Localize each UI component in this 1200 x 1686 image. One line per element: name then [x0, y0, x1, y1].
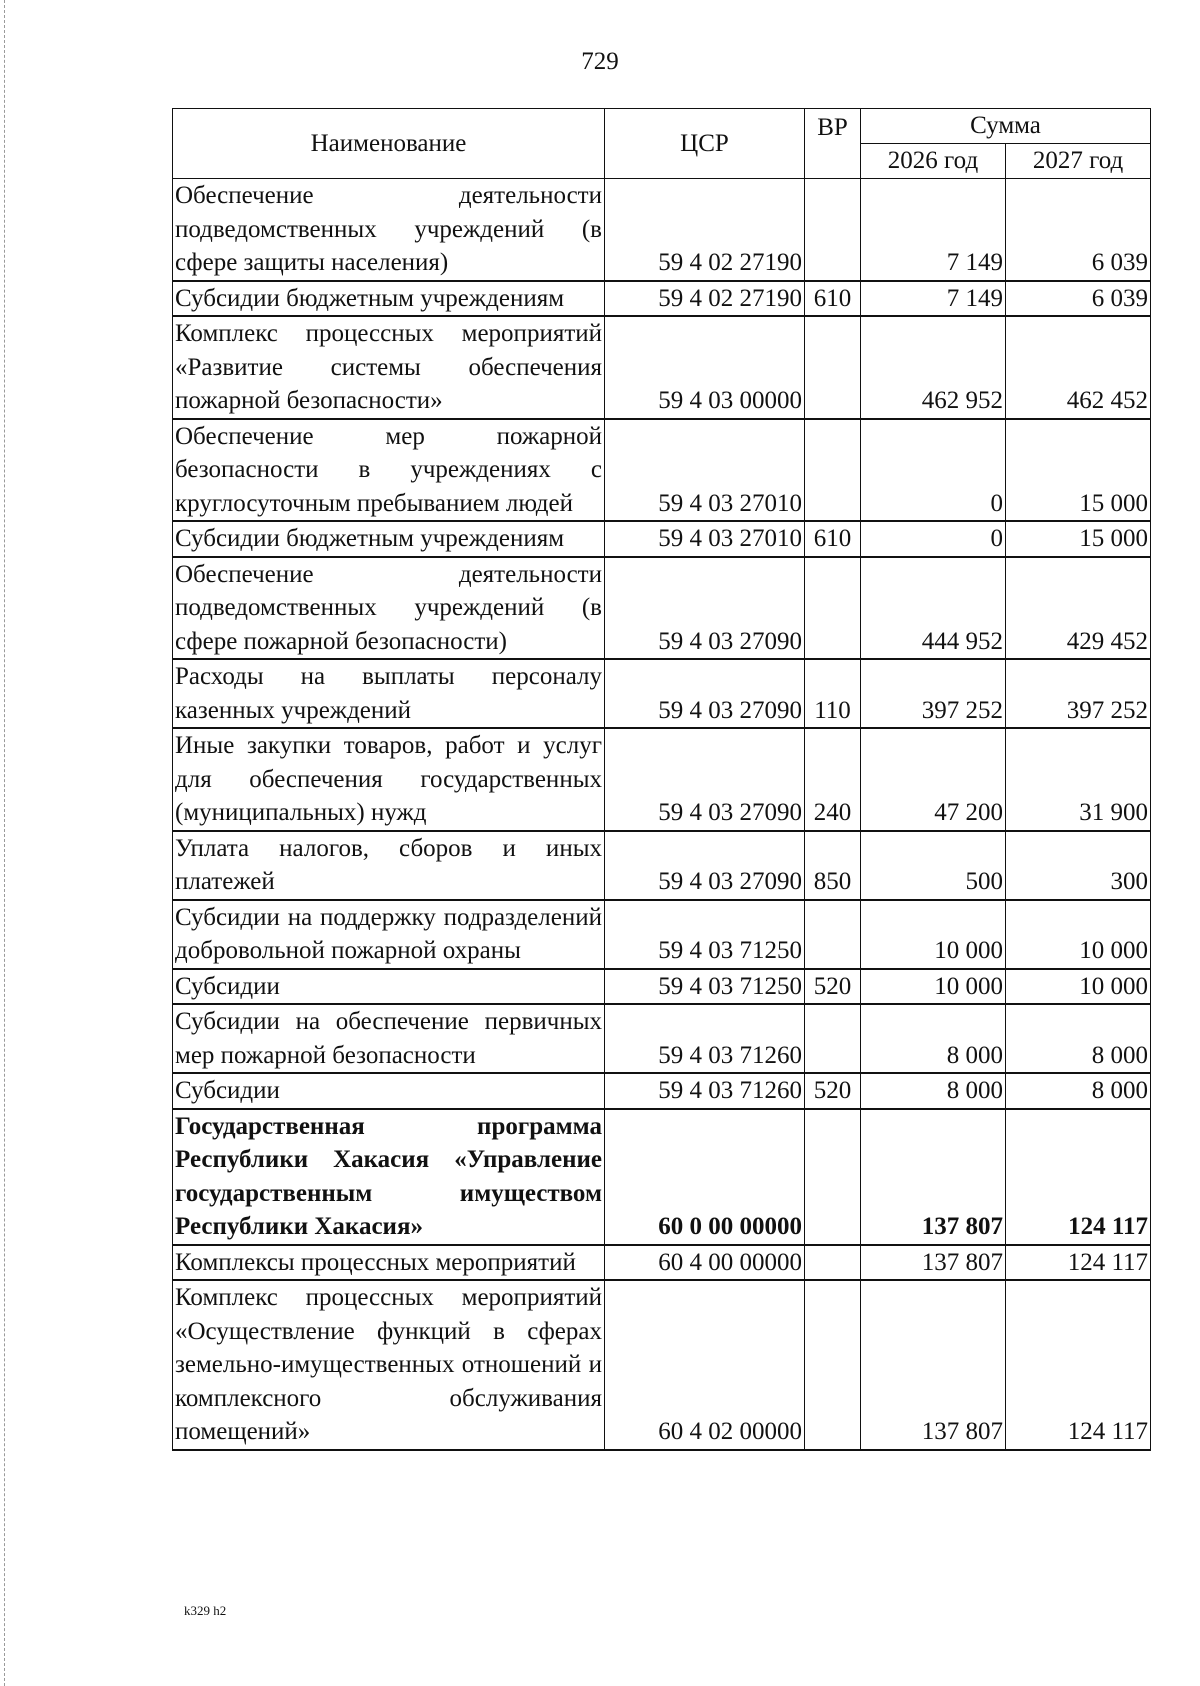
cell-vr: 110: [805, 659, 861, 728]
cell-sum-2027: 10 000: [1006, 969, 1151, 1005]
cell-csr: 59 4 03 27090: [605, 557, 805, 660]
cell-sum-2027: 8 000: [1006, 1004, 1151, 1073]
budget-table: [172, 108, 1151, 1451]
cell-sum-2026: 137 807: [861, 1109, 1006, 1245]
cell-csr: 59 4 03 27090: [605, 659, 805, 728]
cell-csr: 59 4 03 27090: [605, 831, 805, 900]
table-row: [173, 316, 1151, 419]
cell-name: Комплекс процессных мероприятий «Осуществление функций в сферах земельно-имущественных отношений и комплексного обслуживания помещений»: [173, 1280, 605, 1450]
scan-margin-line: [4, 0, 5, 1686]
table-row: [173, 179, 1151, 281]
cell-sum-2026: 0: [861, 521, 1006, 557]
cell-sum-2026: 8 000: [861, 1004, 1006, 1073]
cell-name: Субсидии на обеспечение первичных мер пожарной безопасности: [173, 1004, 605, 1073]
cell-sum-2027: 124 117: [1006, 1245, 1151, 1281]
cell-name: Обеспечение деятельности подведомственных учреждений (в сфере защиты населения): [173, 179, 605, 281]
cell-sum-2026: 0: [861, 419, 1006, 522]
cell-sum-2026: 500: [861, 831, 1006, 900]
table-row: [173, 281, 1151, 317]
cell-csr: 59 4 03 71250: [605, 900, 805, 969]
cell-vr: [805, 1004, 861, 1073]
table-row: [173, 728, 1151, 831]
cell-sum-2026: 137 807: [861, 1280, 1006, 1450]
table-row: [173, 1004, 1151, 1073]
cell-sum-2026: 462 952: [861, 316, 1006, 419]
header-name: Наименование: [173, 109, 605, 179]
cell-vr: [805, 1245, 861, 1281]
cell-name: Субсидии бюджетным учреждениям: [173, 521, 605, 557]
cell-vr: 240: [805, 728, 861, 831]
cell-sum-2026: 47 200: [861, 728, 1006, 831]
table-row: [173, 419, 1151, 522]
header-sum: Сумма: [861, 109, 1151, 144]
cell-csr: 60 4 00 00000: [605, 1245, 805, 1281]
cell-sum-2026: 7 149: [861, 179, 1006, 281]
cell-csr: 59 4 03 00000: [605, 316, 805, 419]
cell-vr: [805, 557, 861, 660]
cell-sum-2027: 429 452: [1006, 557, 1151, 660]
cell-vr: [805, 1109, 861, 1245]
cell-name: Субсидии: [173, 969, 605, 1005]
table-row: [173, 1073, 1151, 1109]
cell-csr: 59 4 02 27190: [605, 179, 805, 281]
table-row: [173, 831, 1151, 900]
cell-sum-2026: 7 149: [861, 281, 1006, 317]
table-header: [173, 109, 1151, 179]
cell-csr: 60 0 00 00000: [605, 1109, 805, 1245]
table-row: [173, 521, 1151, 557]
cell-vr: 850: [805, 831, 861, 900]
cell-sum-2027: 8 000: [1006, 1073, 1151, 1109]
cell-name: Субсидии на поддержку подразделений добровольной пожарной охраны: [173, 900, 605, 969]
cell-sum-2026: 444 952: [861, 557, 1006, 660]
table-row: [173, 900, 1151, 969]
cell-sum-2027: 15 000: [1006, 419, 1151, 522]
table-row: [173, 1109, 1151, 1245]
cell-name: Обеспечение деятельности подведомственных учреждений (в сфере пожарной безопасности): [173, 557, 605, 660]
cell-name: Комплексы процессных мероприятий: [173, 1245, 605, 1281]
cell-sum-2027: 10 000: [1006, 900, 1151, 969]
header-year-2027: 2027 год: [1006, 144, 1151, 179]
cell-name: Субсидии бюджетным учреждениям: [173, 281, 605, 317]
table-row: [173, 969, 1151, 1005]
cell-vr: 610: [805, 281, 861, 317]
header-year-2026: 2026 год: [861, 144, 1006, 179]
cell-sum-2027: 300: [1006, 831, 1151, 900]
cell-vr: [805, 1280, 861, 1450]
cell-csr: 59 4 03 27010: [605, 521, 805, 557]
cell-sum-2027: 6 039: [1006, 281, 1151, 317]
cell-name: Обеспечение мер пожарной безопасности в учреждениях с круглосуточным пребыванием людей: [173, 419, 605, 522]
cell-sum-2026: 10 000: [861, 900, 1006, 969]
table-row: [173, 557, 1151, 660]
cell-csr: 60 4 02 00000: [605, 1280, 805, 1450]
table-row: [173, 659, 1151, 728]
table-row: [173, 1245, 1151, 1281]
cell-sum-2027: 124 117: [1006, 1109, 1151, 1245]
cell-name: Субсидии: [173, 1073, 605, 1109]
cell-sum-2027: 6 039: [1006, 179, 1151, 281]
cell-sum-2027: 397 252: [1006, 659, 1151, 728]
cell-name: Комплекс процессных мероприятий «Развитие системы обеспечения пожарной безопасности»: [173, 316, 605, 419]
cell-csr: 59 4 03 27010: [605, 419, 805, 522]
cell-vr: [805, 316, 861, 419]
cell-csr: 59 4 03 71260: [605, 1004, 805, 1073]
cell-sum-2026: 137 807: [861, 1245, 1006, 1281]
cell-name: Уплата налогов, сборов и иных платежей: [173, 831, 605, 900]
cell-csr: 59 4 03 71260: [605, 1073, 805, 1109]
table-row: [173, 1280, 1151, 1450]
footer-code: k329 h2: [184, 1603, 227, 1618]
cell-vr: [805, 419, 861, 522]
cell-vr: [805, 900, 861, 969]
cell-sum-2026: 10 000: [861, 969, 1006, 1005]
cell-name: Расходы на выплаты персоналу казенных учреждений: [173, 659, 605, 728]
cell-sum-2026: 397 252: [861, 659, 1006, 728]
cell-name: Государственная программа Республики Хакасия «Управление государственным имуществом Республики Хакасия»: [173, 1109, 605, 1245]
cell-vr: 520: [805, 969, 861, 1005]
cell-vr: [805, 179, 861, 281]
cell-sum-2027: 124 117: [1006, 1280, 1151, 1450]
cell-sum-2027: 15 000: [1006, 521, 1151, 557]
cell-sum-2027: 31 900: [1006, 728, 1151, 831]
cell-csr: 59 4 02 27190: [605, 281, 805, 317]
cell-sum-2026: 8 000: [861, 1073, 1006, 1109]
table-body: [173, 179, 1151, 1450]
cell-sum-2027: 462 452: [1006, 316, 1151, 419]
cell-vr: 520: [805, 1073, 861, 1109]
cell-csr: 59 4 03 27090: [605, 728, 805, 831]
page-number: 729: [581, 48, 619, 75]
header-vr: ВР: [805, 109, 861, 179]
cell-vr: 610: [805, 521, 861, 557]
cell-name: Иные закупки товаров, работ и услуг для обеспечения государственных (муниципальных) нужд: [173, 728, 605, 831]
cell-csr: 59 4 03 71250: [605, 969, 805, 1005]
header-csr: ЦСР: [605, 109, 805, 179]
